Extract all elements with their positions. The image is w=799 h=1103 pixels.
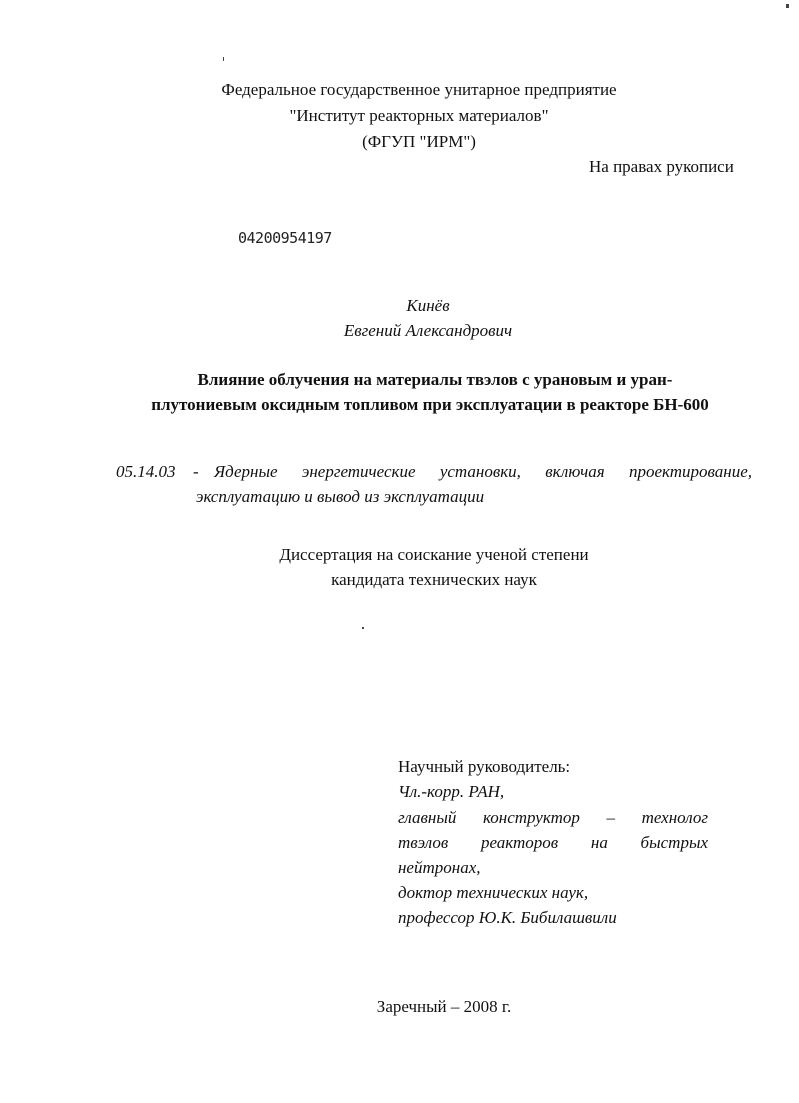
- registration-number: 04200954197: [238, 229, 332, 247]
- supervisor-line-1: Чл.-корр. РАН,: [398, 782, 505, 801]
- supervisor-line-6: профессор Ю.К. Бибилашвили: [398, 908, 617, 927]
- specialty-code: 05.14.03: [116, 462, 176, 481]
- scan-speck: [362, 627, 364, 629]
- specialty-dash: -: [193, 462, 199, 481]
- specialty-name-line-1: Ядерные энергетические установки, включая проектирование,: [214, 462, 752, 481]
- supervisor-line-5: доктор технических наук,: [398, 883, 589, 902]
- supervisor-line-3: твэлов реакторов на быстрых: [398, 833, 708, 852]
- degree-line-1: Диссертация на соискание ученой степени: [279, 545, 589, 564]
- scan-speck: [786, 4, 789, 8]
- supervisor-line-2: главный конструктор – технолог: [398, 808, 708, 827]
- thesis-title-line-2: плутониевым оксидным топливом при эксплуатации в реакторе БН-600: [151, 395, 709, 414]
- specialty-name-line-2: эксплуатацию и вывод из эксплуатации: [196, 487, 485, 506]
- scan-speck: [223, 57, 224, 61]
- organization-line-3: (ФГУП "ИРМ"): [362, 132, 476, 151]
- organization-line-1: Федеральное государственное унитарное предприятие: [221, 80, 617, 99]
- supervisor-line-4: нейтронах,: [398, 858, 481, 877]
- author-given-names: Евгений Александрович: [343, 321, 513, 340]
- degree-line-2: кандидата технических наук: [331, 570, 537, 589]
- manuscript-note: На правах рукописи: [589, 157, 734, 176]
- thesis-title-line-1: Влияние облучения на материалы твэлов с урановым и уран-: [197, 370, 673, 389]
- place-and-year: Заречный – 2008 г.: [376, 997, 512, 1016]
- organization-line-2: "Институт реакторных материалов": [289, 106, 549, 125]
- supervisor-heading: Научный руководитель:: [398, 757, 571, 776]
- author-surname: Кинёв: [406, 296, 450, 315]
